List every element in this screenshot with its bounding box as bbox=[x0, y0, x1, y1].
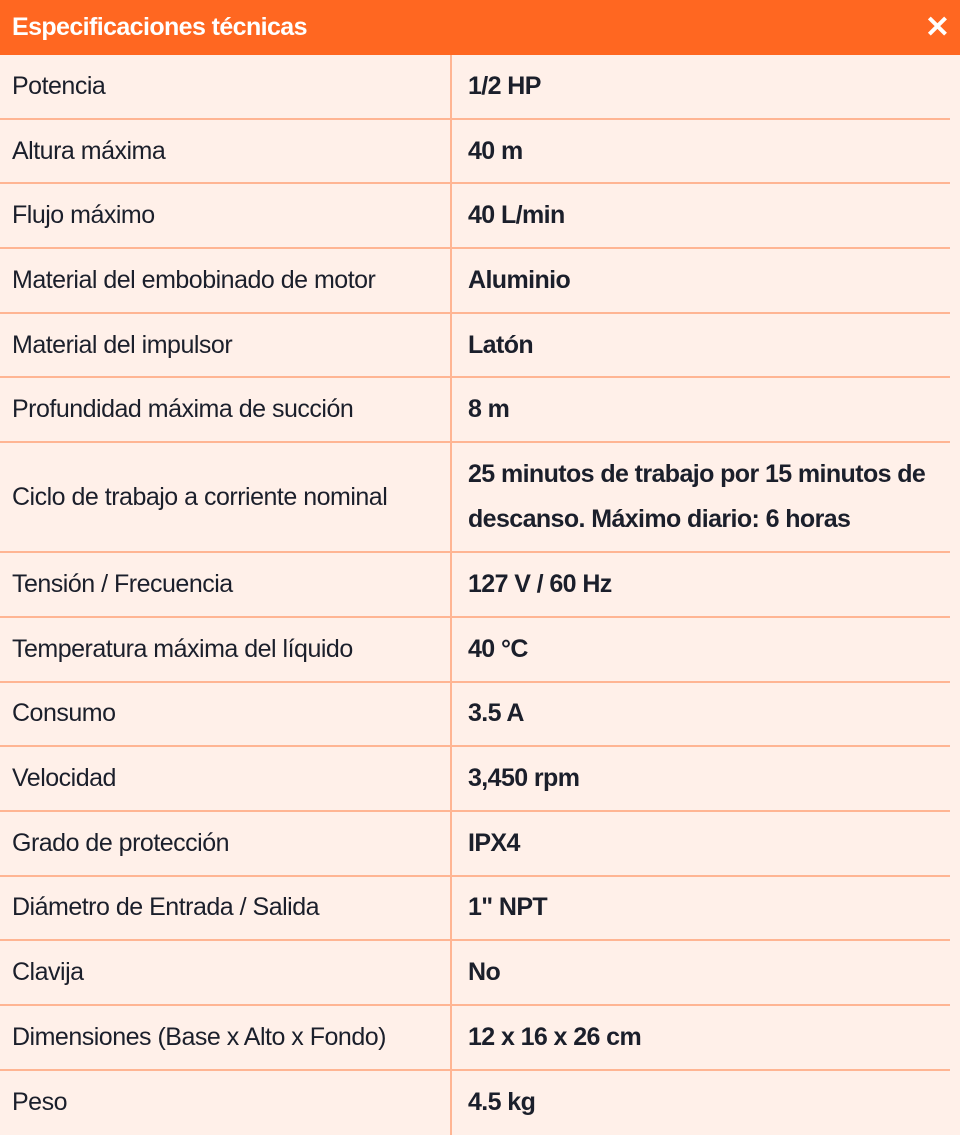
spec-value: 4.5 kg bbox=[468, 1088, 536, 1117]
specs-title: Especificaciones técnicas bbox=[12, 13, 307, 41]
table-row bbox=[0, 941, 950, 1006]
spec-label: Tensión / Frecuencia bbox=[0, 553, 452, 616]
spec-value: 3.5 A bbox=[468, 699, 524, 728]
spec-label: Temperatura máxima del líquido bbox=[0, 618, 452, 681]
spec-value: 3,450 rpm bbox=[468, 764, 580, 793]
spec-value: 40 °C bbox=[468, 634, 528, 663]
table-row bbox=[0, 1071, 950, 1135]
specs-header bbox=[0, 0, 960, 55]
spec-label: Profundidad máxima de succión bbox=[0, 378, 452, 441]
spec-value: No bbox=[468, 958, 501, 987]
table-row bbox=[0, 812, 950, 877]
table-row bbox=[0, 877, 950, 942]
spec-label: Material del impulsor bbox=[0, 314, 452, 377]
spec-label: Clavija bbox=[0, 941, 452, 1004]
spec-label: Ciclo de trabajo a corriente nominal bbox=[0, 443, 452, 551]
spec-value: 40 L/min bbox=[468, 201, 565, 230]
spec-label: Dimensiones (Base x Alto x Fondo) bbox=[0, 1006, 452, 1069]
table-row bbox=[0, 184, 950, 249]
table-row bbox=[0, 378, 950, 443]
table-row bbox=[0, 249, 950, 314]
spec-label: Flujo máximo bbox=[0, 184, 452, 247]
spec-value: 127 V / 60 Hz bbox=[468, 569, 612, 598]
spec-value: Latón bbox=[468, 330, 534, 359]
table-row bbox=[0, 314, 950, 379]
spec-value: 40 m bbox=[468, 136, 523, 165]
table-row bbox=[0, 1006, 950, 1071]
spec-label: Peso bbox=[0, 1071, 452, 1135]
table-row bbox=[0, 683, 950, 748]
spec-label: Consumo bbox=[0, 683, 452, 746]
table-row bbox=[0, 120, 950, 185]
spec-label: Potencia bbox=[0, 55, 452, 118]
spec-label: Material del embobinado de motor bbox=[0, 249, 452, 312]
spec-value: 8 m bbox=[468, 395, 510, 424]
close-icon[interactable]: ✕ bbox=[924, 10, 950, 44]
spec-value: Aluminio bbox=[468, 265, 571, 294]
spec-label: Velocidad bbox=[0, 747, 452, 810]
spec-value: 12 x 16 x 26 cm bbox=[468, 1022, 642, 1051]
spec-value: 1/2 HP bbox=[468, 71, 541, 100]
table-row bbox=[0, 618, 950, 683]
spec-label: Grado de protección bbox=[0, 812, 452, 875]
table-row bbox=[0, 747, 950, 812]
table-row bbox=[0, 553, 950, 618]
table-row bbox=[0, 443, 950, 553]
table-row bbox=[0, 55, 950, 120]
spec-label: Altura máxima bbox=[0, 120, 452, 183]
spec-value: IPX4 bbox=[468, 828, 520, 857]
spec-value: 25 minutos de trabajo por 15 minutos de descanso. Máximo diario: 6 horas bbox=[468, 460, 926, 534]
specs-table bbox=[0, 55, 960, 1135]
spec-label: Diámetro de Entrada / Salida bbox=[0, 877, 452, 940]
spec-value: 1" NPT bbox=[468, 893, 548, 922]
